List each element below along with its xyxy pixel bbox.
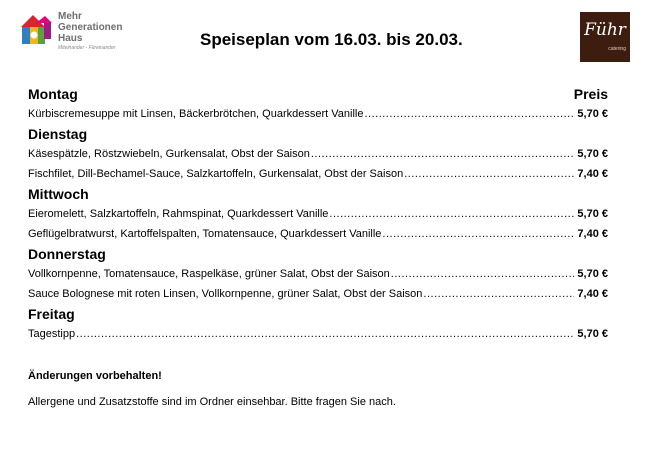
menu-item [28,104,608,124]
logo-text-line1: Mehr [58,11,82,22]
item-price: 7,40 € [577,228,608,240]
logo-text-line2: Generationen [58,22,123,33]
menu-item [28,224,608,244]
menu-item [28,264,608,284]
house-logo-icon [18,12,54,48]
logo-right-sub: catering [608,46,626,52]
menu-table [28,83,608,344]
day-heading-donnerstag: Donnerstag [28,246,106,262]
day-heading-freitag: Freitag [28,306,75,322]
item-description: Tagestipp [28,328,76,340]
item-description: Eieromelett, Salzkartoffeln, Rahmspinat, Quarkdessert Vanille [28,208,329,220]
logo-right-word: Führ [584,20,626,40]
item-description: Sauce Bolognese mit roten Linsen, Vollkornpenne, grüner Salat, Obst der Saison [28,288,423,300]
item-price: 7,40 € [577,168,608,180]
leader-dots [382,228,574,240]
item-price: 5,70 € [577,148,608,160]
fuehr-catering-logo [580,12,630,62]
day-heading-mittwoch: Mittwoch [28,186,89,202]
leader-dots [423,288,574,300]
day-heading-montag: Montag [28,85,78,102]
item-price: 7,40 € [577,288,608,300]
menu-header [28,83,608,104]
logo-tagline: Miteinander - Füreinander [58,45,116,51]
menu-item [28,324,608,344]
menu-item [28,164,608,184]
menu-item [28,204,608,224]
leader-dots [76,328,574,340]
item-description: Kürbiscremesuppe mit Linsen, Bäckerbrötchen, Quarkdessert Vanille [28,108,364,120]
item-price: 5,70 € [577,328,608,340]
item-description: Käsespätzle, Röstzwiebeln, Gurkensalat, Obst der Saison [28,148,310,160]
item-price: 5,70 € [577,268,608,280]
leader-dots [391,268,575,280]
logo-text-line3: Haus [58,33,83,44]
item-description: Fischfilet, Dill-Bechamel-Sauce, Salzkartoffeln, Gurkensalat, Obst der Saison [28,168,404,180]
leader-dots [404,168,574,180]
day-heading-dienstag: Dienstag [28,126,88,142]
allergen-notice: Allergene und Zusatzstoffe sind im Ordner einsehbar. Bitte fragen Sie nach. [28,396,396,408]
price-heading: Preis [573,85,608,102]
menu-item [28,144,608,164]
changes-notice: Änderungen vorbehalten! [28,370,162,382]
menu-item [28,284,608,304]
item-price: 5,70 € [577,208,608,220]
item-description: Geflügelbratwurst, Kartoffelspalten, Tomatensauce, Quarkdessert Vanille [28,228,382,240]
mehrgenerationenhaus-logo [18,10,148,54]
page-title: Speiseplan vom 16.03. bis 20.03. [200,30,463,49]
item-description: Vollkornpenne, Tomatensauce, Raspelkäse, grüner Salat, Obst der Saison [28,268,390,280]
leader-dots [311,148,575,160]
leader-dots [364,108,574,120]
leader-dots [329,208,574,220]
item-price: 5,70 € [577,108,608,120]
